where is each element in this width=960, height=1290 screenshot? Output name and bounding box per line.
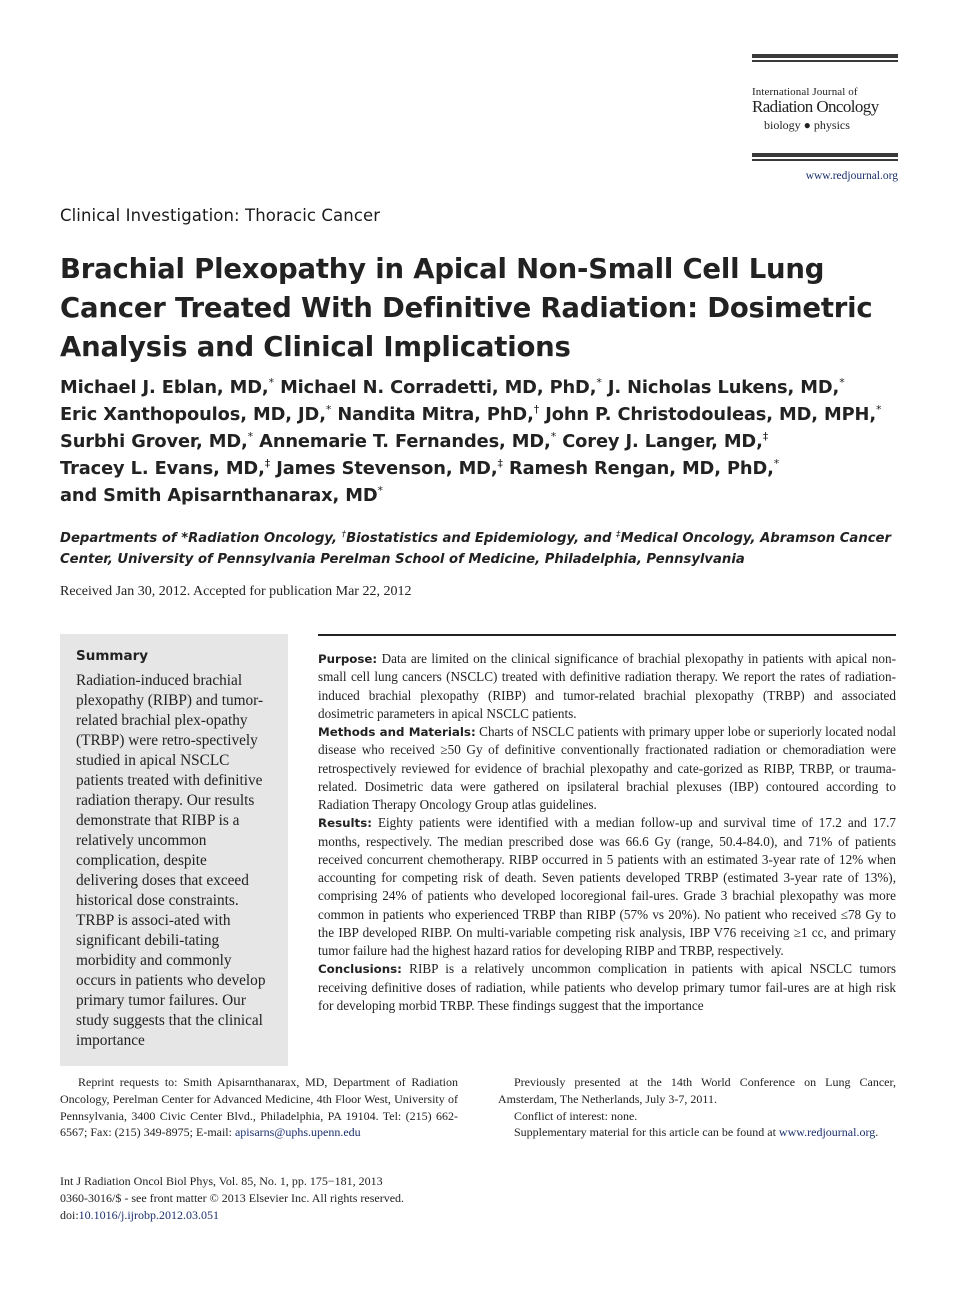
abstract-rule — [318, 634, 896, 636]
doi-link[interactable]: 10.1016/j.ijrobp.2012.03.051 — [78, 1207, 220, 1222]
author: Eric Xanthopoulos, MD, JD,* — [60, 403, 332, 425]
summary-body: Radiation-induced brachial plexopathy (RIBP) and tumor-related brachial plex-opathy (TRBP) were retro-spectively studied in apical NSCLC patients treated with definitive radiation therapy. Our results demonstrate that RIBP is a relatively uncommon complication, despite delivering doses that exceed historical dose constraints. TRBP is associ-ated with significant debili-tating morbidity and commonly occurs in patients who develop primary tumor failures. Our study suggests that the clinical importance — [76, 672, 266, 1049]
author: Michael J. Eblan, MD,* — [60, 376, 274, 398]
conflict-note: Conflict of interest: none. — [514, 1108, 638, 1123]
logo-rule-bottom — [752, 153, 898, 157]
email-link[interactable]: apisarns@uphs.upenn.edu — [234, 1125, 361, 1140]
author: and Smith Apisarnthanarax, MD* — [60, 484, 383, 506]
journal-logo — [752, 54, 898, 182]
presentation-footnotes — [498, 1074, 896, 1141]
copyright-line: 0360-3016/$ - see front matter © 2013 Elsevier Inc. All rights reserved. — [60, 1190, 405, 1205]
doi-line: doi:10.1016/j.ijrobp.2012.03.051 — [60, 1207, 220, 1222]
received-dates: Received Jan 30, 2012. Accepted for publication Mar 22, 2012 — [60, 584, 412, 599]
citation-block — [60, 1173, 480, 1223]
author: John P. Christodouleas, MD, MPH,* — [545, 403, 882, 425]
reprint-footnote: Reprint requests to: Smith Apisarnthanarax, MD, Department of Radiation Oncology, Perelman Center for Advanced Medicine, 4th Floor West, University of Pennsylvania, 3400 Civic Center Blvd., Philadelphia, PA 19104. Tel: (215) 662-6567; Fax: (215) 349-8975; E-mail: apisarns@uphs.upenn.edu — [60, 1075, 458, 1140]
abstract — [318, 650, 896, 1015]
supplementary-note: Supplementary material for this article can be found at www.redjournal.org. — [514, 1125, 879, 1140]
journal-name-line3: biology ● physics — [764, 118, 850, 132]
affiliations: Departments of *Radiation Oncology, †Biostatistics and Epidemiology, and ‡Medical Oncology, Abramson Cancer Center, University of Pennsylvania Perelman School of Medicine, Philadelphia, Pennsylvania — [60, 530, 891, 567]
logo-rule-top — [752, 54, 898, 58]
journal-name-line2: Radiation Oncology — [752, 97, 879, 116]
logo-rule-top-thin — [752, 60, 898, 62]
author: James Stevenson, MD,‡ — [276, 457, 503, 479]
journal-name-line1: International Journal of — [752, 86, 858, 98]
author: Michael N. Corradetti, MD, PhD,* — [280, 376, 602, 398]
abstract-conclusions: Conclusions: RIBP is a relatively uncommon complication in patients with apical NSCLC tumors receiving definitive doses of radiation, while patients who develop primary tumor fail-ures are at high risk for developing morbid TRBP. These findings suggest that the importance — [318, 961, 896, 1013]
summary-box — [60, 634, 288, 1066]
author: Annemarie T. Fernandes, MD,* — [259, 430, 557, 452]
summary-heading: Summary — [76, 648, 149, 664]
author: Corey J. Langer, MD,‡ — [562, 430, 769, 452]
supplementary-link[interactable]: www.redjournal.org — [778, 1125, 876, 1140]
journal-url-link[interactable]: www.redjournal.org — [805, 170, 898, 182]
author: Surbhi Grover, MD,* — [60, 430, 254, 452]
author: Tracey L. Evans, MD,‡ — [60, 457, 271, 479]
abstract-results: Results: Eighty patients were identified with a median follow-up and survival time of 17.2 and 17.7 months, respectively. The median prescribed dose was 66.6 Gy (range, 50.4-84.0), and 71% of patients received concurrent chemotherapy. RIBP occurred in 5 patients with an estimated 3-year rate of 12% when accounting for competing risk of death. Seven patients developed TRBP (estimated 3-year rate of 13%), comprising 24% of patients who developed locoregional fail-ures. Grade 3 brachial plexopathy was more common in patients who experienced TRBP than RIBP (57% vs 20%). No patient who received ≤78 Gy to the IBP developed RIBP. On multi-variable competing risk analysis, IBP V76 receiving ≥1 cc, and primary tumor failure had the highest hazard ratios for developing RIBP and TRBP, respectively. — [318, 815, 896, 958]
abstract-methods: Methods and Materials: Charts of NSCLC patients with primary upper lobe or superiorly located nodal disease who received ≥50 Gy of definitive conventionally fractionated radiation or chemoradiation were retrospectively reviewed for evidence of brachial plexopathy and cate-gorized as RIBP, TRBP, or trauma-related. Dosimetric data were gathered on ipsilateral brachial plexuses (IBP) contoured according to Radiation Therapy Oncology Group atlas guidelines. — [318, 724, 897, 812]
citation-line: Int J Radiation Oncol Biol Phys, Vol. 85, No. 1, pp. 175−181, 2013 — [60, 1174, 383, 1188]
abstract-purpose: Purpose: Data are limited on the clinical significance of brachial plexopathy in patients with apical non-small cell lung cancers (NSCLC) treated with definitive radiation therapy. We report the rates of radiation-induced brachial plexopathy (RIBP) and tumor-related brachial plexopathy (TRBP) and associated dosimetric parameters in apical NSCLC patients. — [318, 651, 896, 721]
section-label: Clinical Investigation: Thoracic Cancer — [60, 206, 381, 225]
article-title: Brachial Plexopathy in Apical Non-Small Cell Lung Cancer Treated With Definitive Radiation: Dosimetric Analysis and Clinical Implications — [60, 253, 873, 363]
author: J. Nicholas Lukens, MD,* — [607, 376, 845, 398]
logo-rule-bottom-thin — [752, 159, 898, 161]
author: Ramesh Rengan, MD, PhD,* — [509, 457, 780, 479]
author-list — [60, 374, 930, 509]
author: Nandita Mitra, PhD,† — [337, 403, 540, 425]
presented-note: Previously presented at the 14th World Conference on Lung Cancer, Amsterdam, The Netherlands, July 3-7, 2011. — [498, 1075, 896, 1106]
